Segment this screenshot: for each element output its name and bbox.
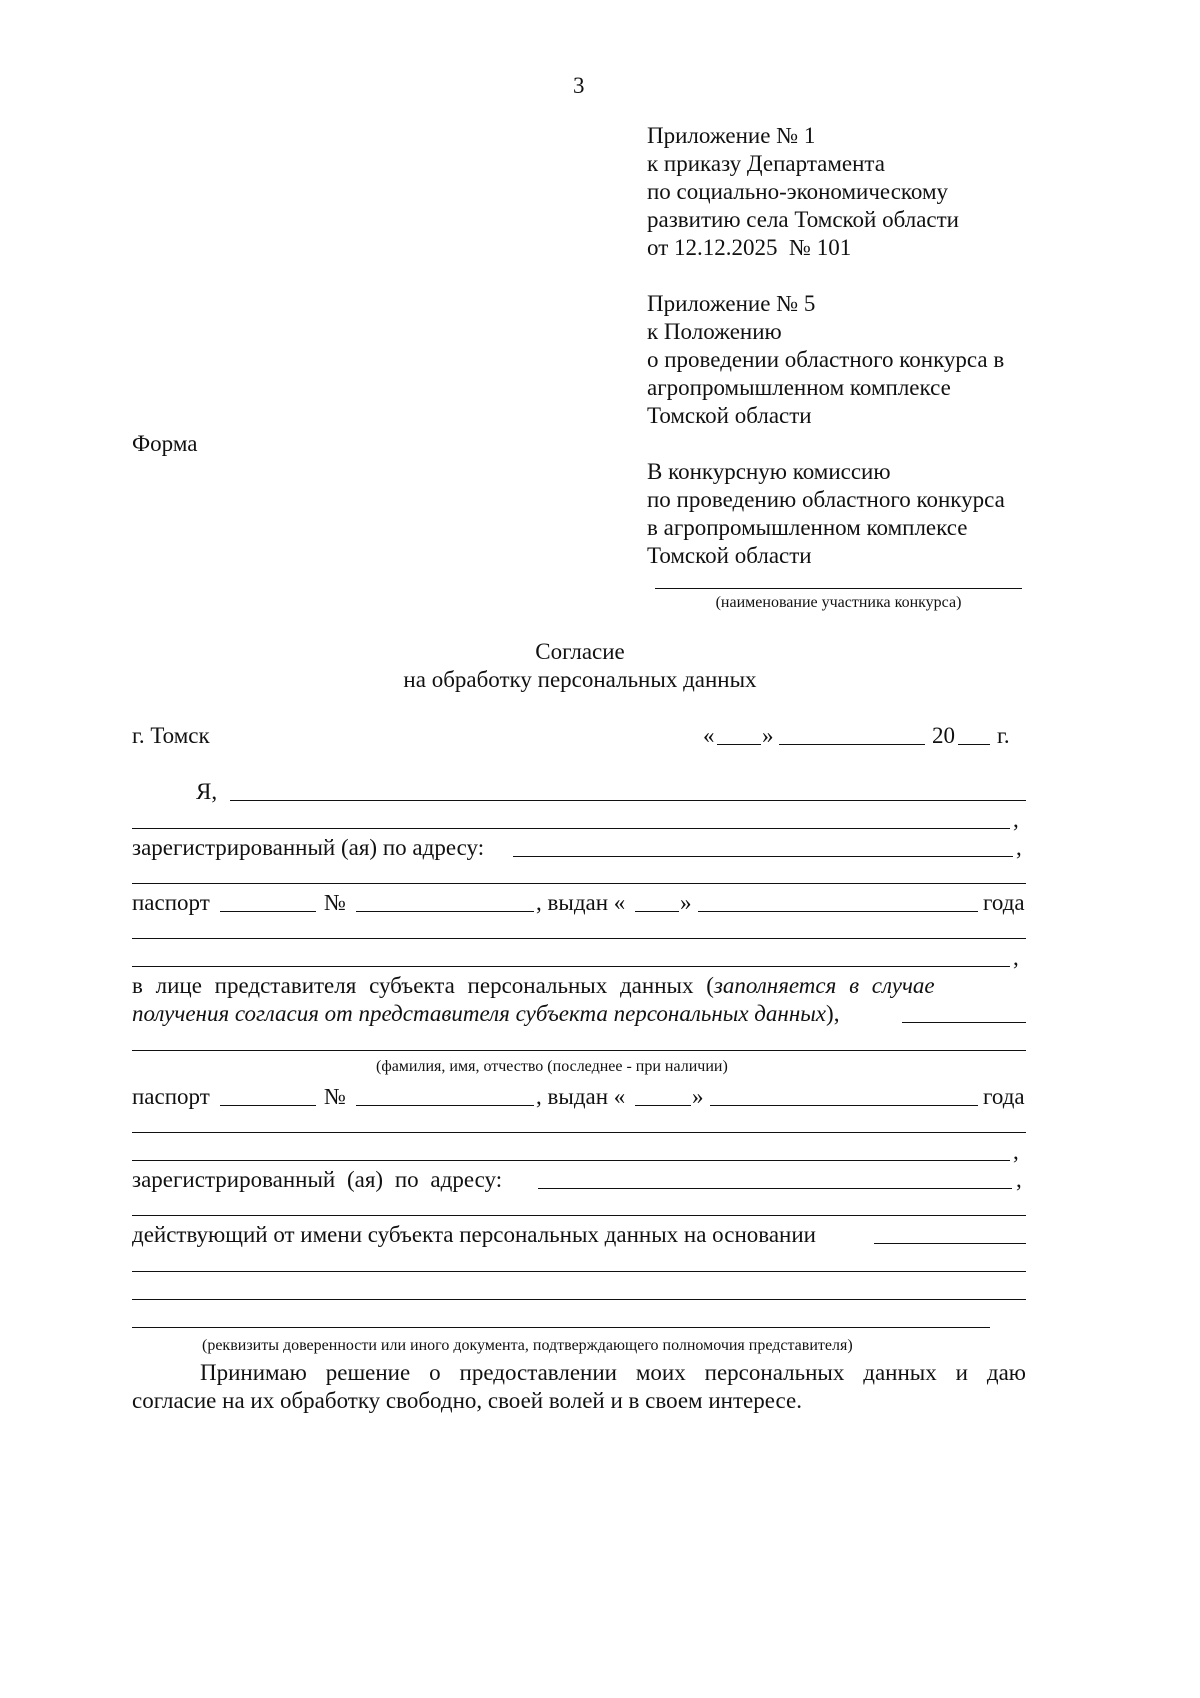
- appendix-1-line: от 12.12.2025 № 101: [647, 235, 852, 260]
- addressee-line: Томской области: [647, 543, 812, 568]
- decision-line-2: согласие на их обработку свободно, своей волей и в своем интересе.: [132, 1388, 802, 1413]
- number-sign: №: [324, 1084, 346, 1109]
- representative-address-field-continued[interactable]: [132, 1215, 1026, 1216]
- passport-label: паспорт: [132, 890, 210, 915]
- address-field-continued[interactable]: [132, 883, 1026, 884]
- full-name-field-continued[interactable]: [132, 828, 1010, 829]
- addressee-line: В конкурсную комиссию: [647, 459, 891, 484]
- representative-passport-series-field[interactable]: [220, 1105, 316, 1106]
- month-field[interactable]: [779, 744, 925, 745]
- representative-passport-label: паспорт: [132, 1084, 210, 1109]
- issued-label: , выдан «: [536, 890, 626, 915]
- basis-caption: (реквизиты доверенности или иного документа, подтверждающего полномочия представителя): [202, 1337, 853, 1354]
- representative-issuer-field-continued[interactable]: [132, 1160, 1010, 1161]
- issuer-field-continued[interactable]: [132, 938, 1026, 939]
- representative-text-end: ),: [826, 1001, 840, 1026]
- appendix-5-line: о проведении областного конкурса в: [647, 347, 1005, 372]
- year-prefix: 20: [932, 723, 955, 748]
- addressee-line: по проведению областного конкурса: [647, 487, 1005, 512]
- date-close-quote: »: [762, 723, 774, 748]
- representative-text: в лице представителя субъекта персональных данных (: [132, 973, 714, 998]
- representative-note: заполняется в случае: [713, 973, 935, 998]
- appendix-5-line: Томской области: [647, 403, 812, 428]
- representative-issuer-field[interactable]: [710, 1105, 978, 1106]
- participant-name-caption: (наименование участника конкурса): [715, 594, 962, 611]
- i-label: Я,: [196, 779, 218, 804]
- appendix-1-line: Приложение № 1: [647, 123, 816, 148]
- representative-address-field[interactable]: [538, 1188, 1012, 1189]
- registered-address-label: зарегистрированный (ая) по адресу:: [132, 835, 485, 860]
- comma: ,: [1013, 1139, 1019, 1164]
- passport-series-field[interactable]: [220, 911, 316, 912]
- representative-line-2: [132, 1000, 839, 1028]
- fio-caption: (фамилия, имя, отчество (последнее - при наличии): [376, 1058, 728, 1075]
- page-number: 3: [573, 73, 585, 98]
- acting-on-behalf-label: действующий от имени субъекта персональных данных на основании: [132, 1222, 816, 1247]
- title-line-2: на обработку персональных данных: [403, 667, 757, 692]
- close-quote: »: [692, 1084, 704, 1109]
- passport-number-field[interactable]: [356, 911, 534, 912]
- appendix-5-line: к Положению: [647, 319, 782, 344]
- appendix-1-line: к приказу Департамента: [647, 151, 885, 176]
- comma: ,: [1016, 835, 1022, 860]
- comma: ,: [1016, 1167, 1022, 1192]
- issuer-field[interactable]: [698, 911, 978, 912]
- year-suffix: г.: [997, 723, 1010, 748]
- representative-address-label: зарегистрированный (ая) по адресу:: [132, 1167, 503, 1192]
- representative-line-1: [132, 972, 1026, 1000]
- basis-field[interactable]: [874, 1243, 1026, 1244]
- year-word: года: [983, 890, 1025, 915]
- basis-field-continued[interactable]: [132, 1299, 1026, 1300]
- decision-line-1: Принимаю решение о предоставлении моих персональных данных и даю: [200, 1360, 1026, 1385]
- appendix-1-line: развитию села Томской области: [647, 207, 959, 232]
- addressee-line: в агропромышленном комплексе: [647, 515, 968, 540]
- issuer-field-continued[interactable]: [132, 966, 1010, 967]
- appendix-5-line: Приложение № 5: [647, 291, 816, 316]
- date-open-quote: «: [703, 723, 715, 748]
- representative-passport-number-field[interactable]: [356, 1105, 534, 1106]
- year-field[interactable]: [958, 744, 990, 745]
- full-name-field[interactable]: [230, 800, 1026, 801]
- form-label: Форма: [132, 431, 198, 456]
- representative-issue-day-field[interactable]: [635, 1105, 691, 1106]
- number-sign: №: [324, 890, 346, 915]
- close-quote: »: [680, 890, 692, 915]
- representative-name-field[interactable]: [902, 1022, 1026, 1023]
- representative-note-continued: получения согласия от представителя субъекта персональных данных: [132, 1001, 827, 1026]
- representative-issuer-field-continued[interactable]: [132, 1132, 1026, 1133]
- comma: ,: [1013, 807, 1019, 832]
- day-field[interactable]: [717, 744, 761, 745]
- basis-field-continued[interactable]: [132, 1271, 1026, 1272]
- participant-name-line[interactable]: [655, 588, 1022, 589]
- appendix-1-line: по социально-экономическому: [647, 179, 949, 204]
- basis-field-continued[interactable]: [132, 1327, 990, 1328]
- issued-label: , выдан «: [536, 1084, 626, 1109]
- title-line-1: Согласие: [535, 639, 625, 664]
- issue-day-field[interactable]: [635, 911, 679, 912]
- place: г. Томск: [132, 723, 210, 748]
- year-word: года: [983, 1084, 1025, 1109]
- appendix-5-line: агропромышленном комплексе: [647, 375, 951, 400]
- address-field[interactable]: [513, 856, 1013, 857]
- comma: ,: [1013, 945, 1019, 970]
- representative-name-field-continued[interactable]: [132, 1050, 1026, 1051]
